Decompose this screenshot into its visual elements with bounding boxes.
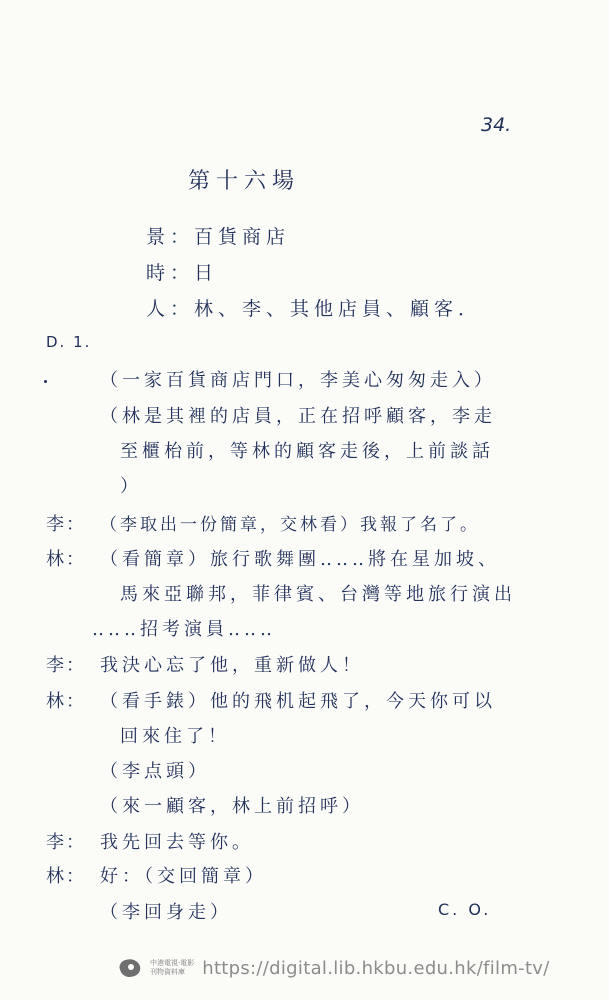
scene-setting: 景：百貨商店	[146, 226, 291, 248]
scene-people: 人：林、李、其他店員、顧客．	[146, 298, 483, 320]
script-line: （一家百貨商店門口，李美心匆匆走入）	[100, 370, 496, 391]
script-line: （看手錶）他的飛机起飛了，今天你可以	[100, 691, 496, 712]
scene-code: D. 1.	[46, 333, 92, 351]
script-line: 回來住了！	[120, 726, 230, 747]
archive-logo-icon	[118, 955, 144, 981]
script-line: （林是其裡的店員，正在招呼顧客，李走	[100, 406, 496, 427]
archive-url[interactable]: https://digital.lib.hkbu.edu.hk/film-tv/	[202, 957, 550, 979]
speaker-label: 李：	[46, 832, 86, 853]
archive-name	[150, 959, 194, 977]
speaker-label: 李：	[46, 655, 86, 676]
archive-name-line2: 刊物資料庫	[150, 968, 185, 976]
script-line: ‥‥‥招考演員‥‥‥	[92, 619, 277, 640]
transition-mark: C. O.	[438, 900, 492, 919]
speaker-label: 李：	[46, 514, 86, 535]
script-line: （來一顧客，林上前招呼）	[100, 796, 364, 817]
script-line: （李取出一份簡章，交林看）我報了名了。	[100, 515, 480, 535]
script-line: ）	[120, 476, 142, 497]
archive-footer	[118, 950, 550, 986]
speaker-label: 林：	[46, 866, 86, 887]
speaker-label: 林：	[46, 549, 86, 570]
script-line: 至櫃枱前，等林的顧客走後，上前談話	[120, 441, 494, 462]
page-number: 34.	[481, 114, 512, 136]
script-line: （看簡章）旅行歌舞團‥‥‥將在星加坡、	[100, 549, 501, 570]
script-line: 我先回去等你。	[100, 832, 254, 853]
script-line: （李回身走）	[100, 902, 232, 923]
script-line: （李点頭）	[100, 761, 210, 782]
script-line: 好：（交回簡章）	[100, 866, 267, 887]
margin-dot	[44, 380, 47, 383]
speaker-label: 林：	[46, 691, 86, 712]
archive-name-line1: 中港電視‧電影	[150, 959, 195, 967]
scene-time: 時：日	[146, 262, 219, 284]
script-line: 馬來亞聯邦，菲律賓、台灣等地旅行演出	[120, 584, 516, 605]
scene-title: 第十六場	[188, 169, 301, 194]
script-line: 我決心忘了他，重新做人！	[100, 655, 364, 676]
